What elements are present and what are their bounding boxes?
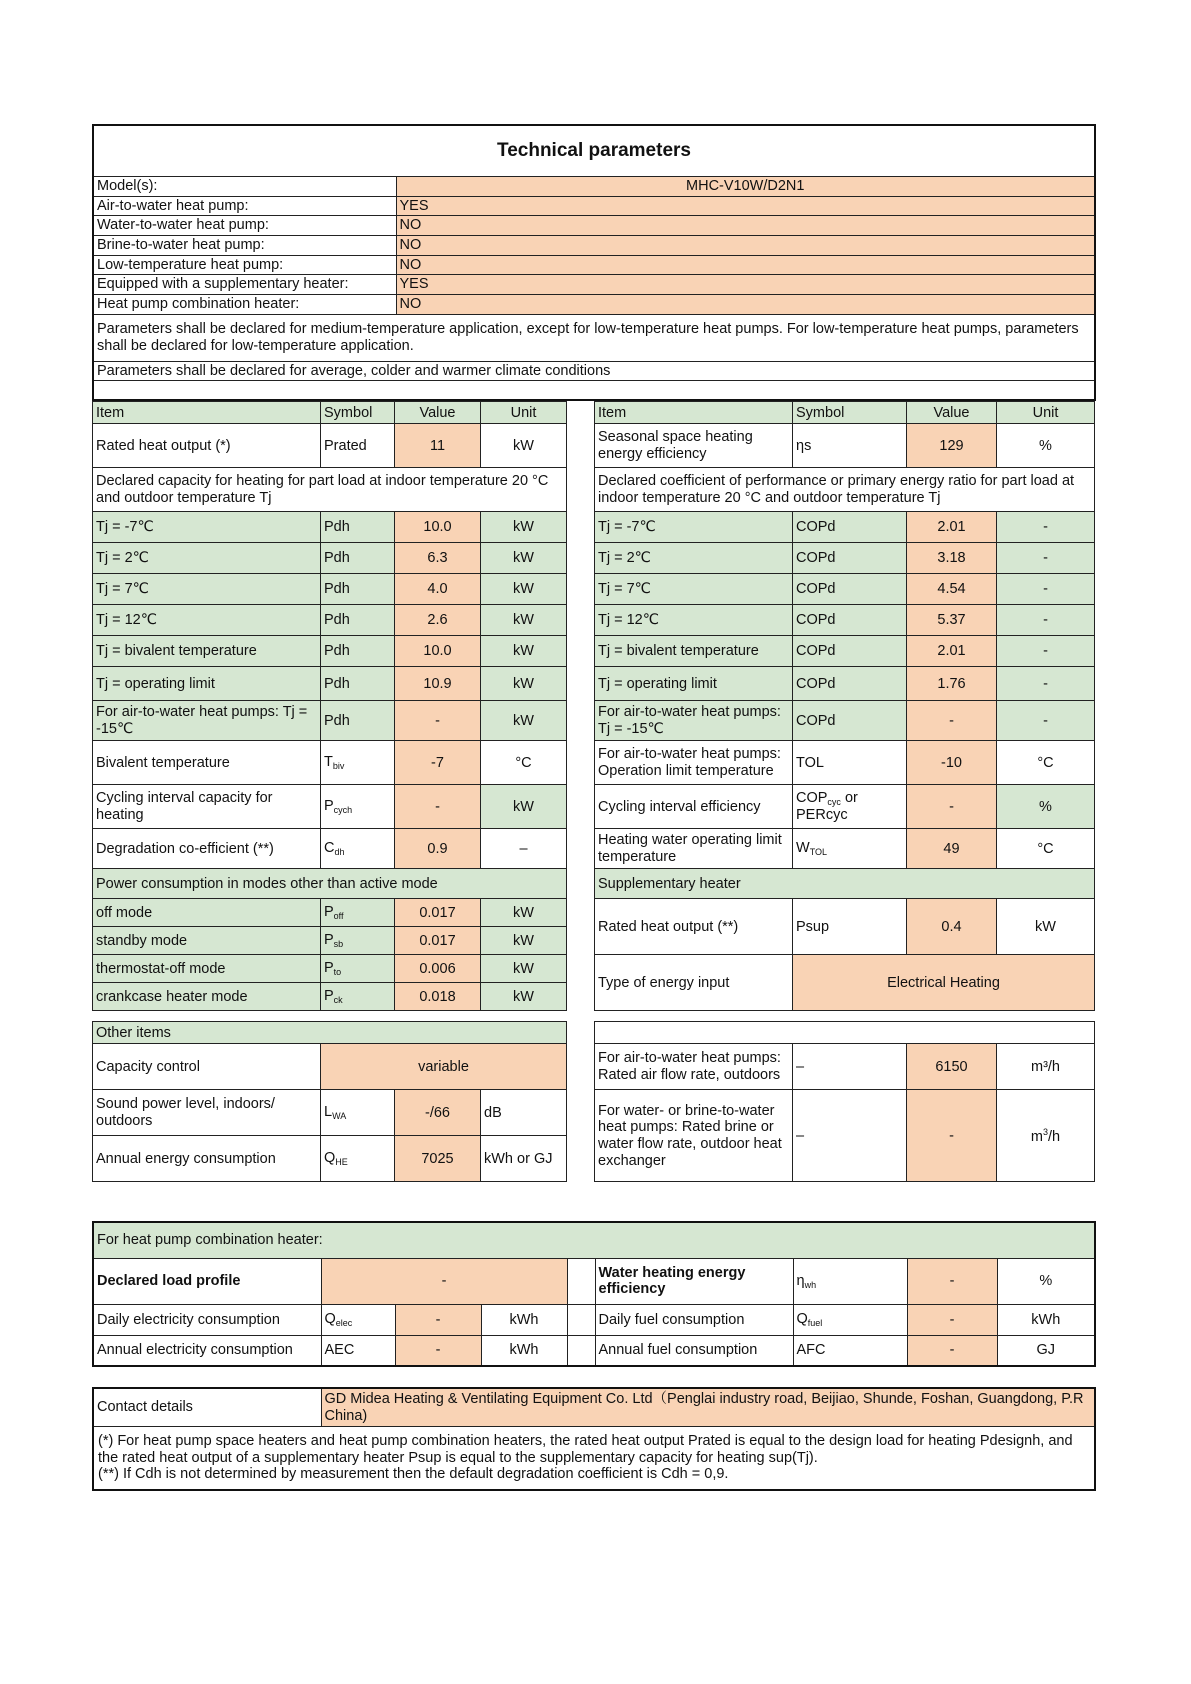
item: Tj = -7℃ — [595, 512, 793, 543]
col-item: Item — [93, 402, 321, 424]
table-row — [595, 829, 1095, 869]
general-value: NO — [396, 255, 1095, 275]
item: Annual fuel consumption — [595, 1335, 793, 1366]
general-label: Air-to-water heat pump: — [93, 196, 396, 216]
symbol-sub: elec — [335, 1318, 353, 1329]
value: 5.37 — [907, 605, 997, 636]
general-table — [92, 124, 1096, 401]
contact-table — [92, 1387, 1096, 1491]
value: -7 — [395, 741, 481, 785]
symbol — [321, 829, 395, 869]
power-consumption-header: Power consumption in modes other than active mode — [93, 869, 567, 899]
symbol-tail: or PERcyc — [796, 789, 858, 824]
general-row — [93, 275, 1095, 295]
value: 4.54 — [907, 574, 997, 605]
value: - — [907, 785, 997, 829]
gap-cell — [567, 1304, 595, 1335]
table-row — [93, 636, 567, 667]
value: - — [907, 1090, 997, 1182]
unit-sup: 3 — [1042, 1126, 1048, 1137]
symbol: Pdh — [321, 512, 395, 543]
symbol — [321, 1136, 395, 1182]
symbol — [793, 785, 907, 829]
item: For air-to-water heat pumps: Operation limit temperature — [595, 741, 793, 785]
unit: - — [997, 543, 1095, 574]
value: variable — [321, 1044, 567, 1090]
unit: kW — [481, 543, 567, 574]
table-row — [93, 512, 567, 543]
unit: kW — [481, 927, 567, 955]
unit: - — [997, 701, 1095, 741]
symbol-sub: HE — [335, 1157, 348, 1168]
table-row — [595, 1090, 1095, 1182]
item: For water- or brine-to-water heat pumps: Rated brine or water flow rate, outdoor heat exchanger — [595, 1090, 793, 1182]
value: 6.3 — [395, 543, 481, 574]
table-row — [595, 701, 1095, 741]
value: - — [395, 701, 481, 741]
unit: dB — [481, 1090, 567, 1136]
table-row — [93, 1258, 1095, 1304]
symbol — [793, 1304, 907, 1335]
symbol-sub: fuel — [807, 1318, 823, 1329]
supplementary-header: Supplementary heater — [595, 869, 1095, 899]
item: Tj = operating limit — [595, 667, 793, 701]
item: Cycling interval efficiency — [595, 785, 793, 829]
symbol — [793, 829, 907, 869]
table-row — [595, 512, 1095, 543]
application-note: Parameters shall be declared for medium-temperature application, except for low-temperature heat pumps. For low-temperature heat pumps, parameters shall be declared for low-temperature application. — [93, 314, 1095, 361]
table-row — [93, 785, 567, 829]
col-value: Value — [907, 402, 997, 424]
symbol-sub: to — [333, 967, 342, 978]
unit: °C — [997, 741, 1095, 785]
unit: kW — [997, 899, 1095, 955]
item: Cycling interval capacity for heating — [93, 785, 321, 829]
symbol: COPd — [793, 574, 907, 605]
cop-table — [594, 401, 1095, 1011]
item: Annual electricity consumption — [93, 1335, 321, 1366]
col-unit: Unit — [997, 402, 1095, 424]
value: -10 — [907, 741, 997, 785]
item: Type of energy input — [595, 955, 793, 1011]
col-unit: Unit — [481, 402, 567, 424]
unit: kW — [481, 424, 567, 468]
table-row — [595, 741, 1095, 785]
unit: kW — [481, 701, 567, 741]
symbol: COPd — [793, 701, 907, 741]
flow-blank-header — [595, 1022, 1095, 1044]
value: - — [395, 1304, 481, 1335]
contact-label: Contact details — [93, 1388, 321, 1426]
value: 2.01 — [907, 636, 997, 667]
unit: m³/h — [997, 1044, 1095, 1090]
value: 7025 — [395, 1136, 481, 1182]
value: - — [907, 701, 997, 741]
main-parameters — [92, 401, 1094, 1021]
table-row — [93, 1304, 1095, 1335]
col-value: Value — [395, 402, 481, 424]
heating-capacity-table — [92, 401, 567, 1011]
symbol-sub: ck — [333, 995, 343, 1006]
contact-row — [93, 1388, 1095, 1426]
symbol: Prated — [321, 424, 395, 468]
symbol — [321, 1304, 395, 1335]
item: Tj = 2℃ — [595, 543, 793, 574]
symbol: AEC — [321, 1335, 395, 1366]
value: 2.01 — [907, 512, 997, 543]
general-value: NO — [396, 295, 1095, 315]
unit: - — [997, 667, 1095, 701]
table-row — [93, 741, 567, 785]
item: Tj = operating limit — [93, 667, 321, 701]
item: Tj = -7℃ — [93, 512, 321, 543]
general-label: Low-temperature heat pump: — [93, 255, 396, 275]
col-symbol: Symbol — [793, 402, 907, 424]
general-value: NO — [396, 236, 1095, 256]
unit: kW — [481, 955, 567, 983]
unit: - — [997, 512, 1095, 543]
table-row — [93, 927, 567, 955]
symbol: Pdh — [321, 667, 395, 701]
symbol — [321, 927, 395, 955]
table-row — [93, 574, 567, 605]
general-value: NO — [396, 216, 1095, 236]
table-row — [93, 424, 567, 468]
symbol — [793, 1258, 907, 1304]
general-label: Brine-to-water heat pump: — [93, 236, 396, 256]
declared-capacity-note: Declared capacity for heating for part load at indoor temperature 20 °C and outdoor temperature Tj — [93, 468, 567, 512]
table-row — [93, 1044, 567, 1090]
table-row — [93, 983, 567, 1011]
symbol: Pdh — [321, 543, 395, 574]
unit: – — [481, 829, 567, 869]
combination-header: For heat pump combination heater: — [93, 1222, 1095, 1258]
general-value: YES — [396, 275, 1095, 295]
symbol-main: T — [324, 754, 333, 771]
other-items-header: Other items — [93, 1022, 567, 1044]
table-header — [93, 402, 567, 424]
item: Tj = bivalent temperature — [595, 636, 793, 667]
symbol: COPd — [793, 543, 907, 574]
table-row — [595, 605, 1095, 636]
col-symbol: Symbol — [321, 402, 395, 424]
table-row — [595, 1044, 1095, 1090]
symbol: Pdh — [321, 605, 395, 636]
symbol-sub: dh — [334, 847, 345, 858]
value: 10.9 — [395, 667, 481, 701]
symbol: COPd — [793, 512, 907, 543]
item: Tj = 12℃ — [93, 605, 321, 636]
symbol-main: P — [324, 904, 334, 921]
symbol: TOL — [793, 741, 907, 785]
other-items-table — [92, 1021, 567, 1182]
unit: kWh or GJ — [481, 1136, 567, 1182]
symbol — [321, 1090, 395, 1136]
unit: kW — [481, 605, 567, 636]
symbol: COPd — [793, 605, 907, 636]
symbol-sub: wh — [804, 1279, 817, 1290]
item: Tj = bivalent temperature — [93, 636, 321, 667]
value: 3.18 — [907, 543, 997, 574]
unit: kWh — [481, 1335, 567, 1366]
footnote-2: (**) If Cdh is not determined by measurement then the default degradation coefficient is Cdh = 0,9. — [98, 1466, 729, 1483]
value: - — [907, 1335, 997, 1366]
item: off mode — [93, 899, 321, 927]
unit: - — [997, 574, 1095, 605]
symbol-main: C — [324, 840, 335, 857]
value: 0.017 — [395, 927, 481, 955]
table-header — [595, 402, 1095, 424]
item: Heating water operating limit temperature — [595, 829, 793, 869]
symbol-sub: sb — [333, 939, 344, 950]
symbol — [321, 741, 395, 785]
general-row — [93, 255, 1095, 275]
unit: % — [997, 424, 1095, 468]
item: For air-to-water heat pumps: Rated air flow rate, outdoors — [595, 1044, 793, 1090]
symbol-main: Q — [324, 1150, 336, 1167]
value: - — [395, 785, 481, 829]
value: 11 — [395, 424, 481, 468]
value: 4.0 — [395, 574, 481, 605]
item: crankcase heater mode — [93, 983, 321, 1011]
symbol — [321, 955, 395, 983]
item: Annual energy consumption — [93, 1136, 321, 1182]
table-row — [93, 543, 567, 574]
value: - — [395, 1335, 481, 1366]
table-row — [93, 1335, 1095, 1366]
unit: kW — [481, 636, 567, 667]
combination-heater-table — [92, 1221, 1096, 1367]
unit-tail: /h — [1048, 1128, 1061, 1145]
table-row — [595, 574, 1095, 605]
symbol-main: P — [324, 932, 334, 949]
item: Sound power level, indoors/ outdoors — [93, 1090, 321, 1136]
table-row — [93, 955, 567, 983]
table-row — [595, 424, 1095, 468]
general-row — [93, 216, 1095, 236]
general-label: Model(s): — [93, 177, 396, 197]
section-gap — [92, 1367, 1094, 1387]
item: Rated heat output (*) — [93, 424, 321, 468]
symbol-main: P — [324, 988, 334, 1005]
value: 2.6 — [395, 605, 481, 636]
table-row — [93, 1136, 567, 1182]
symbol-main: Q — [796, 1311, 808, 1328]
unit: - — [997, 636, 1095, 667]
value: -/66 — [395, 1090, 481, 1136]
value: 129 — [907, 424, 997, 468]
symbol: Psup — [793, 899, 907, 955]
unit: kW — [481, 785, 567, 829]
table-row — [595, 899, 1095, 955]
symbol: ηs — [793, 424, 907, 468]
value: - — [907, 1304, 997, 1335]
value: 0.9 — [395, 829, 481, 869]
general-row — [93, 177, 1095, 197]
col-item: Item — [595, 402, 793, 424]
item: Bivalent temperature — [93, 741, 321, 785]
item: Daily electricity consumption — [93, 1304, 321, 1335]
general-row — [93, 295, 1095, 315]
table-row — [93, 1090, 567, 1136]
value: 6150 — [907, 1044, 997, 1090]
symbol-sub: TOL — [809, 847, 828, 858]
value: 1.76 — [907, 667, 997, 701]
spacer-row — [93, 381, 1095, 401]
value: 10.0 — [395, 512, 481, 543]
unit — [997, 1090, 1095, 1182]
general-row — [93, 196, 1095, 216]
unit: kW — [481, 512, 567, 543]
value: 0.4 — [907, 899, 997, 955]
footnote-1: (*) For heat pump space heaters and heat pump combination heaters, the rated heat output Prated is equal to the design load for heating Pdesignh, and the rated heat output of a supplementary heater Psup is equal to the supplementary capacity for heating sup(Tj). — [98, 1432, 1073, 1466]
value: 49 — [907, 829, 997, 869]
climate-note: Parameters shall be declared for average, colder and warmer climate conditions — [93, 361, 1095, 381]
value: 0.018 — [395, 983, 481, 1011]
item: Rated heat output (**) — [595, 899, 793, 955]
symbol: COPd — [793, 636, 907, 667]
technical-parameters-sheet — [92, 124, 1094, 1491]
item: Tj = 7℃ — [93, 574, 321, 605]
symbol: Pdh — [321, 574, 395, 605]
general-value: YES — [396, 196, 1095, 216]
item: For air-to-water heat pumps: Tj = -15℃ — [595, 701, 793, 741]
unit: % — [997, 785, 1095, 829]
gap-cell — [567, 1258, 595, 1304]
other-items-section — [92, 1021, 1094, 1221]
symbol-sub: cych — [333, 805, 353, 816]
symbol-sub: biv — [332, 761, 345, 772]
symbol-sub: off — [333, 911, 344, 922]
item: Water heating energy efficiency — [595, 1258, 793, 1304]
item: Tj = 12℃ — [595, 605, 793, 636]
unit: - — [997, 605, 1095, 636]
unit: % — [997, 1258, 1095, 1304]
unit: kWh — [481, 1304, 567, 1335]
table-row — [93, 899, 567, 927]
unit: kW — [481, 574, 567, 605]
unit: kW — [481, 983, 567, 1011]
symbol-main: W — [796, 840, 810, 857]
page-title: Technical parameters — [93, 125, 1095, 177]
symbol — [321, 983, 395, 1011]
symbol-main: L — [324, 1104, 333, 1121]
general-label: Water-to-water heat pump: — [93, 216, 396, 236]
gap-cell — [567, 1335, 595, 1366]
general-label: Heat pump combination heater: — [93, 295, 396, 315]
symbol-main: η — [796, 1272, 805, 1289]
symbol-main: Q — [324, 1311, 336, 1328]
table-row — [595, 785, 1095, 829]
value: - — [907, 1258, 997, 1304]
value: 10.0 — [395, 636, 481, 667]
symbol-main: P — [324, 798, 334, 815]
value: 0.006 — [395, 955, 481, 983]
symbol: – — [793, 1044, 907, 1090]
item: Tj = 7℃ — [595, 574, 793, 605]
item: thermostat-off mode — [93, 955, 321, 983]
symbol: COPd — [793, 667, 907, 701]
table-row — [595, 955, 1095, 1011]
unit: °C — [481, 741, 567, 785]
item: Degradation co-efficient (**) — [93, 829, 321, 869]
unit: GJ — [997, 1335, 1095, 1366]
symbol-main: P — [324, 960, 334, 977]
value: - — [321, 1258, 567, 1304]
item: For air-to-water heat pumps: Tj = -15℃ — [93, 701, 321, 741]
symbol: Pdh — [321, 636, 395, 667]
table-row — [595, 667, 1095, 701]
contact-value: GD Midea Heating & Ventilating Equipment Co. Ltd（Penglai industry road, Beijiao, Shunde, Foshan, Guangdong, P.R China) — [321, 1388, 1095, 1426]
footnotes — [93, 1426, 1095, 1490]
symbol-sub: cyc — [827, 796, 841, 807]
general-row — [93, 236, 1095, 256]
symbol: Pdh — [321, 701, 395, 741]
model-value: MHC-V10W/D2N1 — [396, 177, 1095, 197]
unit: °C — [997, 829, 1095, 869]
unit: kW — [481, 899, 567, 927]
item: Declared load profile — [93, 1258, 321, 1304]
value: 0.017 — [395, 899, 481, 927]
symbol-sub: WA — [332, 1111, 347, 1122]
table-row — [93, 605, 567, 636]
table-row — [93, 667, 567, 701]
general-label: Equipped with a supplementary heater: — [93, 275, 396, 295]
symbol-main: COP — [796, 789, 828, 806]
item: standby mode — [93, 927, 321, 955]
item: Seasonal space heating energy efficiency — [595, 424, 793, 468]
table-row — [93, 829, 567, 869]
item: Tj = 2℃ — [93, 543, 321, 574]
value: Electrical Heating — [793, 955, 1095, 1011]
item: Capacity control — [93, 1044, 321, 1090]
unit: kWh — [997, 1304, 1095, 1335]
symbol — [321, 899, 395, 927]
table-row — [595, 636, 1095, 667]
symbol: AFC — [793, 1335, 907, 1366]
table-row — [595, 543, 1095, 574]
symbol: – — [793, 1090, 907, 1182]
unit-main: m — [1030, 1128, 1043, 1145]
declared-cop-note: Declared coefficient of performance or primary energy ratio for part load at indoor temperature 20 °C and outdoor temperature Tj — [595, 468, 1095, 512]
unit: kW — [481, 667, 567, 701]
item: Daily fuel consumption — [595, 1304, 793, 1335]
table-row — [93, 701, 567, 741]
flow-rate-table — [594, 1021, 1095, 1182]
symbol — [321, 785, 395, 829]
